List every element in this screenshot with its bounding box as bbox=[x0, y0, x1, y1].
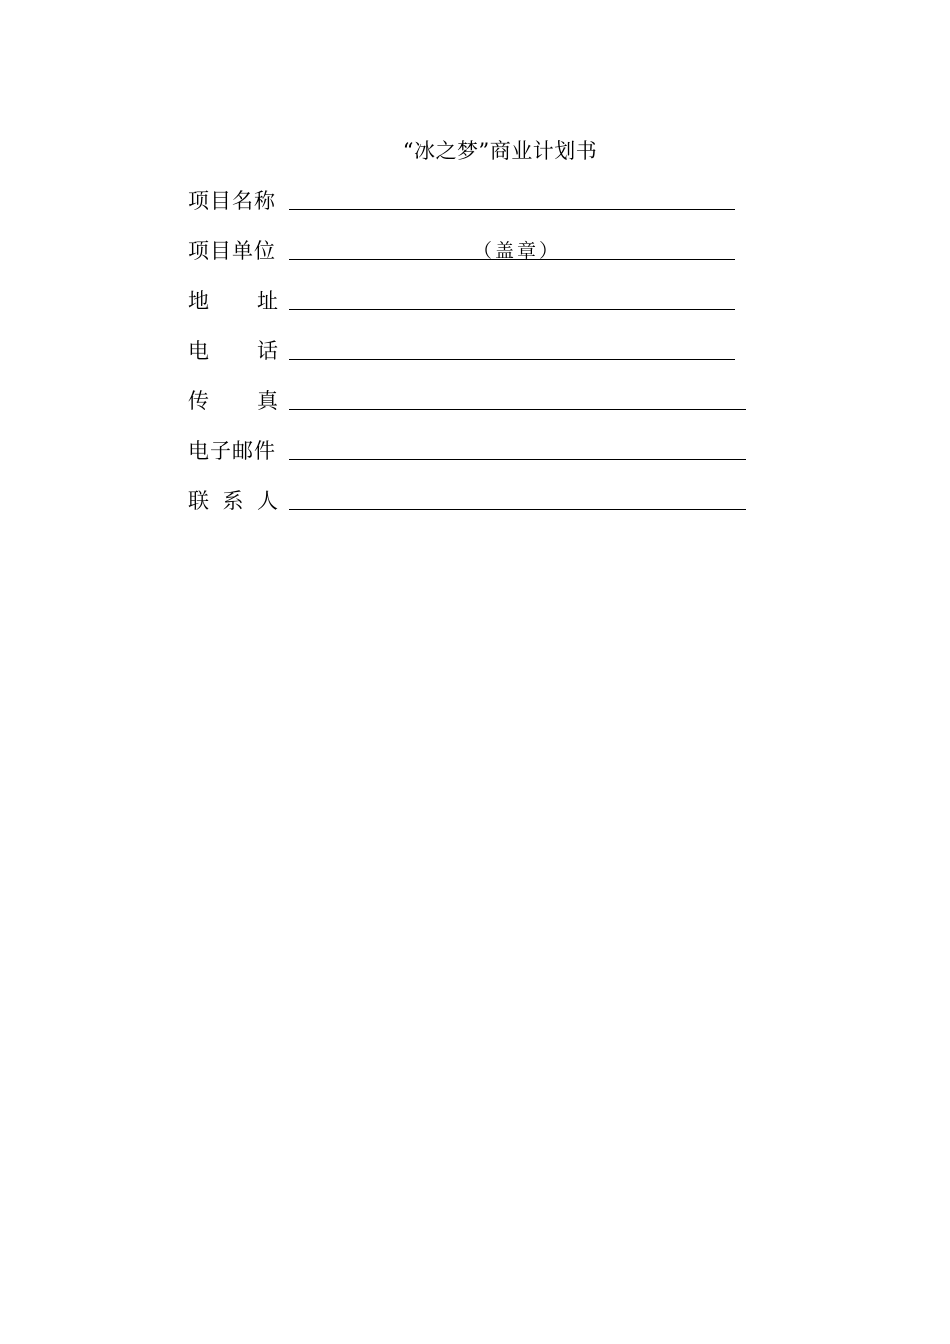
field-label-project-name: 项目名称 bbox=[188, 189, 276, 213]
field-label-address-char: 地 bbox=[188, 289, 209, 313]
contact-blank-line[interactable] bbox=[289, 509, 746, 510]
form-row-fax bbox=[188, 386, 758, 416]
form-row-phone bbox=[188, 336, 758, 366]
field-label-phone bbox=[188, 336, 278, 366]
form-row-project-name bbox=[188, 186, 758, 216]
field-label-contact-char: 系 bbox=[222, 489, 244, 513]
form-row-email bbox=[188, 436, 758, 466]
field-label-project-unit: 项目单位 bbox=[188, 239, 276, 263]
field-label-address bbox=[188, 286, 278, 316]
address-blank-line[interactable] bbox=[289, 309, 735, 310]
field-label-fax-char: 真 bbox=[257, 389, 278, 413]
field-label-email: 电子邮件 bbox=[188, 439, 276, 463]
project-name-blank-line[interactable] bbox=[289, 209, 735, 210]
email-blank-line[interactable] bbox=[289, 459, 746, 460]
field-label-phone-char: 话 bbox=[257, 339, 278, 363]
field-label-contact-char: 人 bbox=[257, 489, 278, 513]
form-row-project-unit bbox=[188, 236, 758, 266]
form-row-address bbox=[188, 286, 758, 316]
document-title: “冰之梦”商业计划书 bbox=[402, 139, 598, 163]
field-label-contact bbox=[188, 486, 278, 516]
field-label-fax bbox=[188, 386, 278, 416]
field-label-fax-char: 传 bbox=[188, 389, 209, 413]
field-label-contact-char: 联 bbox=[188, 489, 209, 513]
form-row-contact bbox=[188, 486, 758, 516]
fax-blank-line[interactable] bbox=[289, 409, 746, 410]
field-label-address-char: 址 bbox=[257, 289, 278, 313]
phone-blank-line[interactable] bbox=[289, 359, 735, 360]
seal-note: （盖章） bbox=[473, 240, 562, 262]
field-label-phone-char: 电 bbox=[188, 339, 209, 363]
